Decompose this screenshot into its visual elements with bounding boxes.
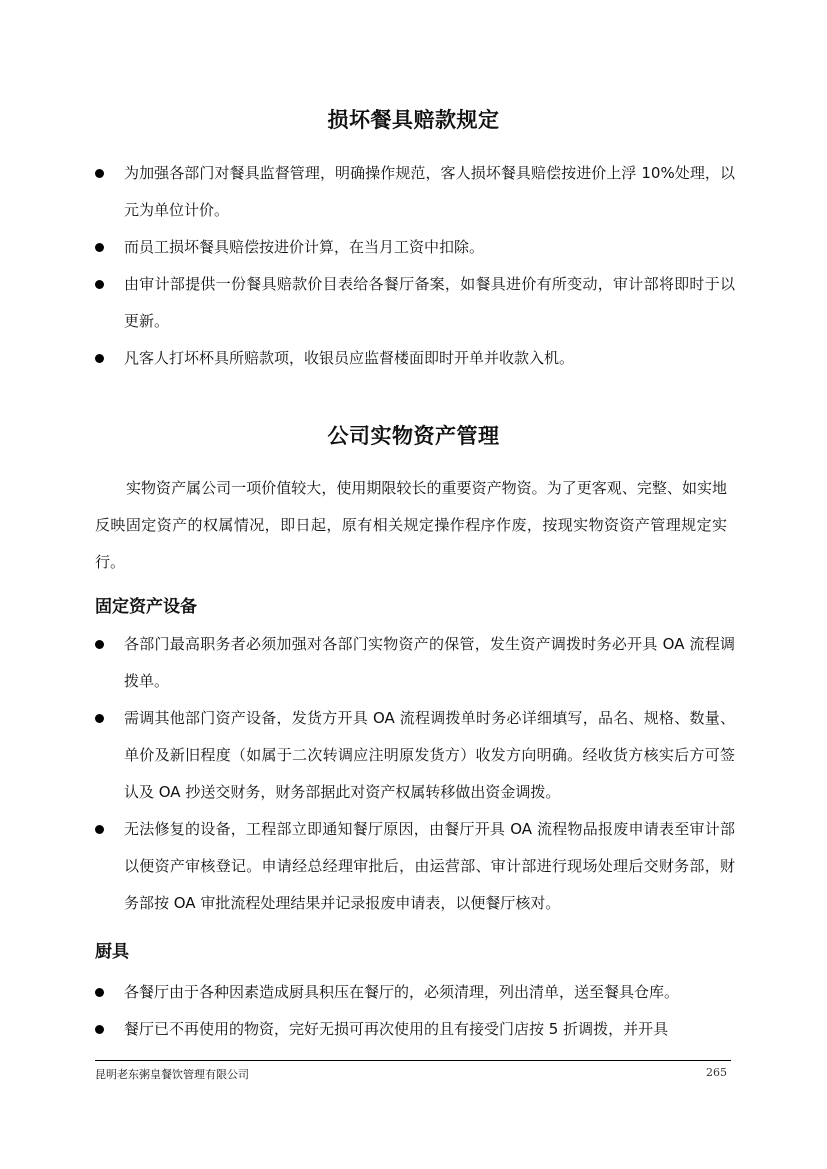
bullet-icon [95, 714, 104, 723]
fixed-assets-list [95, 626, 735, 922]
footer-page-number: 265 [706, 1066, 727, 1079]
list-item: 由审计部提供一份餐具赔款价目表给各餐厅备案，如餐具进价有所变动，审计部将即时于以更新。 [95, 266, 735, 340]
list-item: 为加强各部门对餐具监督管理，明确操作规范，客人损坏餐具赔偿按进价上浮 10%处理，以元为单位计价。 [95, 155, 735, 229]
list-item: 各部门最高职务者必须加强对各部门实物资产的保管，发生资产调拨时务必开具 OA 流程调拨单。 [95, 626, 735, 700]
bullet-icon [95, 640, 104, 649]
list-item: 餐厅已不再使用的物资，完好无损可再次使用的且有接受门店按 5 折调拨，并开具 [95, 1011, 735, 1048]
damage-rules-list [95, 155, 735, 377]
bullet-icon [95, 280, 104, 289]
bullet-icon [95, 1025, 104, 1034]
list-item: 而员工损坏餐具赔偿按进价计算，在当月工资中扣除。 [95, 229, 735, 266]
section-title-damage-compensation: 损坏餐具赔款规定 [327, 108, 500, 132]
list-item: 凡客人打坏杯具所赔款项，收银员应监督楼面即时开单并收款入机。 [95, 340, 735, 377]
list-item: 需调其他部门资产设备，发货方开具 OA 流程调拨单时务必详细填写，品名、规格、数量、单价及新旧程度（如属于二次转调应注明原发货方）收发方向明确。经收货方核实后方可签认及 OA 抄送交财务，财务部据此对资产权属转移做出资金调拨。 [95, 700, 735, 811]
bullet-icon [95, 988, 104, 997]
subsection-title-fixed-assets: 固定资产设备 [95, 597, 197, 617]
list-item: 无法修复的设备，工程部立即通知餐厅原因，由餐厅开具 OA 流程物品报废申请表至审计部以便资产审核登记。申请经总经理审批后，由运营部、审计部进行现场处理后交财务部，财务部按 OA 审批流程处理结果并记录报废申请表，以便餐厅核对。 [95, 811, 735, 922]
asset-intro-paragraph: 实物资产属公司一项价值较大，使用期限较长的重要资产物资。为了更客观、完整、如实地反映固定资产的权属情况，即日起，原有相关规定操作程序作废，按现实物资资产管理规定实行。 [95, 479, 727, 571]
bullet-icon [95, 243, 104, 252]
bullet-icon [95, 169, 104, 178]
footer-company-name: 昆明老东粥皇餐饮管理有限公司 [95, 1068, 249, 1081]
subsection-title-kitchenware: 厨具 [95, 942, 129, 962]
footer-divider [95, 1060, 731, 1061]
bullet-icon [95, 825, 104, 834]
section-title-asset-management: 公司实物资产管理 [327, 424, 500, 448]
kitchenware-list [95, 974, 735, 1048]
list-item: 各餐厅由于各种因素造成厨具积压在餐厅的，必须清理，列出清单，送至餐具仓库。 [95, 974, 735, 1011]
bullet-icon [95, 354, 104, 363]
